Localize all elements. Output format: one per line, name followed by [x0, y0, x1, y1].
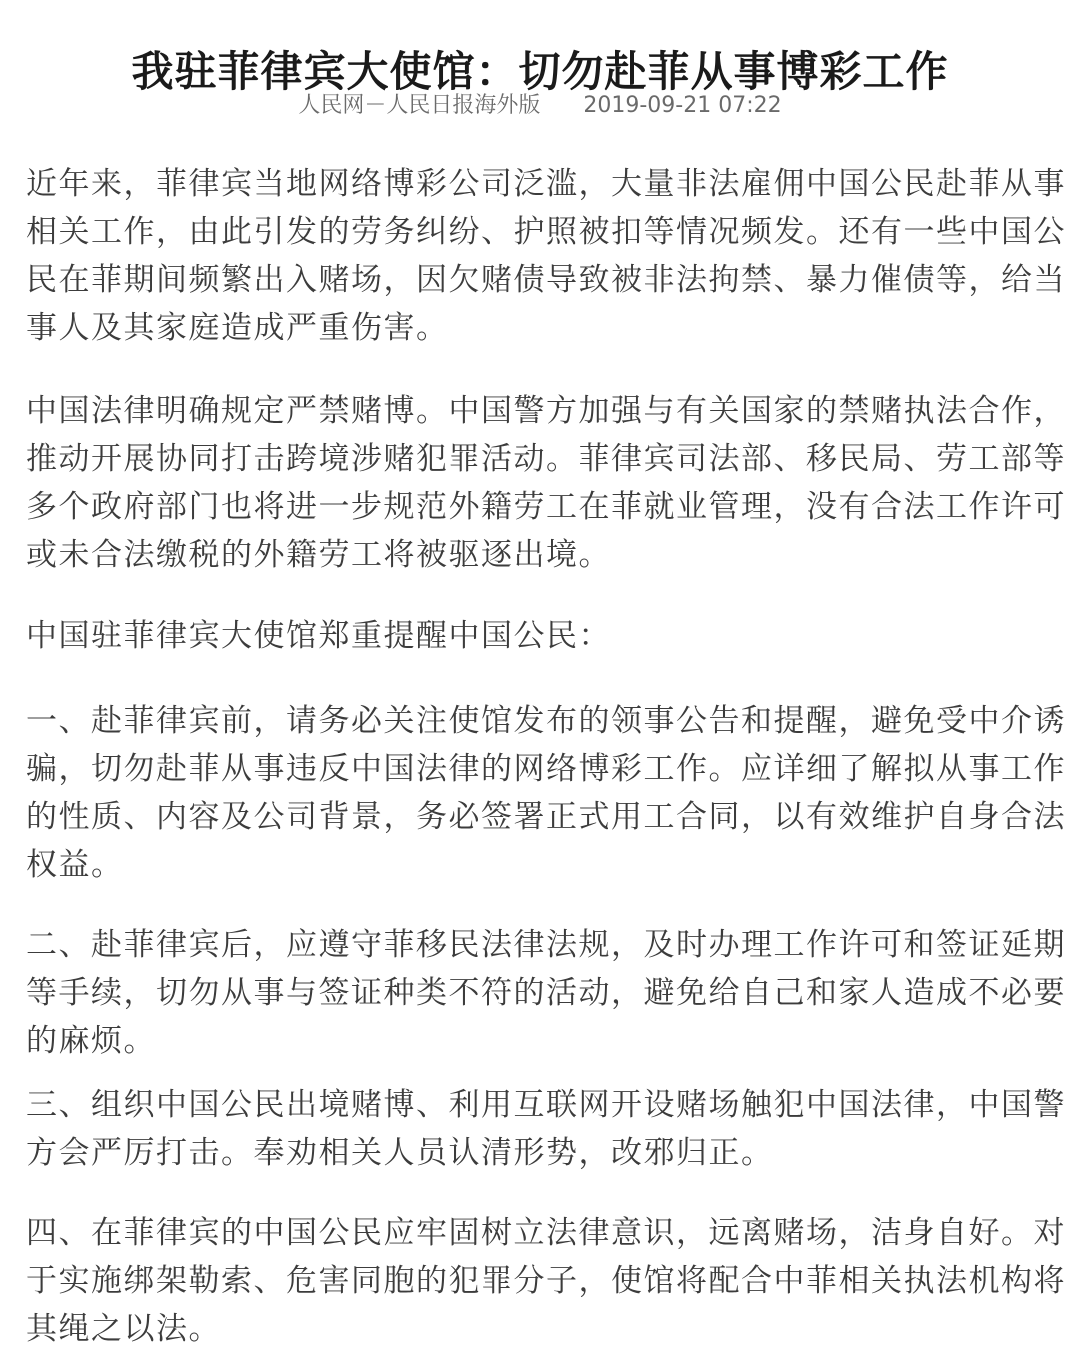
paragraph-reminder: 中国驻菲律宾大使馆郑重提醒中国公民： [26, 618, 611, 654]
paragraph-item-2: 二、赴菲律宾后，应遵守菲移民法律法规，及时办理工作许可和签证延期等手续，切勿从事与签证种类不符的活动，避免给自己和家人造成不必要的麻烦。 [26, 927, 1066, 1059]
article-meta [0, 90, 1080, 122]
paragraph-item-3: 三、组织中国公民出境赌博、利用互联网开设赌场触犯中国法律，中国警方会严厉打击。奉劝相关人员认清形势，改邪归正。 [26, 1087, 1066, 1171]
article-timestamp: 2019-09-21 07:22 [583, 93, 782, 118]
paragraph-law: 中国法律明确规定严禁赌博。中国警方加强与有关国家的禁赌执法合作，推动开展协同打击跨境涉赌犯罪活动。菲律宾司法部、移民局、劳工部等多个政府部门也将进一步规范外籍劳工在菲就业管理，没有合法工作许可或未合法缴税的外籍劳工将被驱逐出境。 [26, 393, 1066, 573]
article-title: 我驻菲律宾大使馆：切勿赴菲从事博彩工作 [131, 47, 949, 97]
article-source: 人民网－人民日报海外版 [298, 93, 541, 118]
paragraph-item-1: 一、赴菲律宾前，请务必关注使馆发布的领事公告和提醒，避免受中介诱骗，切勿赴菲从事违反中国法律的网络博彩工作。应详细了解拟从事工作的性质、内容及公司背景，务必签署正式用工合同，以有效维护自身合法权益。 [26, 703, 1066, 883]
paragraph-item-4: 四、在菲律宾的中国公民应牢固树立法律意识，远离赌场，洁身自好。对于实施绑架勒索、危害同胞的犯罪分子，使馆将配合中菲相关执法机构将其绳之以法。 [26, 1215, 1066, 1347]
paragraph-intro: 近年来，菲律宾当地网络博彩公司泛滥，大量非法雇佣中国公民赴菲从事相关工作，由此引发的劳务纠纷、护照被扣等情况频发。还有一些中国公民在菲期间频繁出入赌场，因欠赌债导致被非法拘禁、暴力催债等，给当事人及其家庭造成严重伤害。 [26, 166, 1066, 346]
